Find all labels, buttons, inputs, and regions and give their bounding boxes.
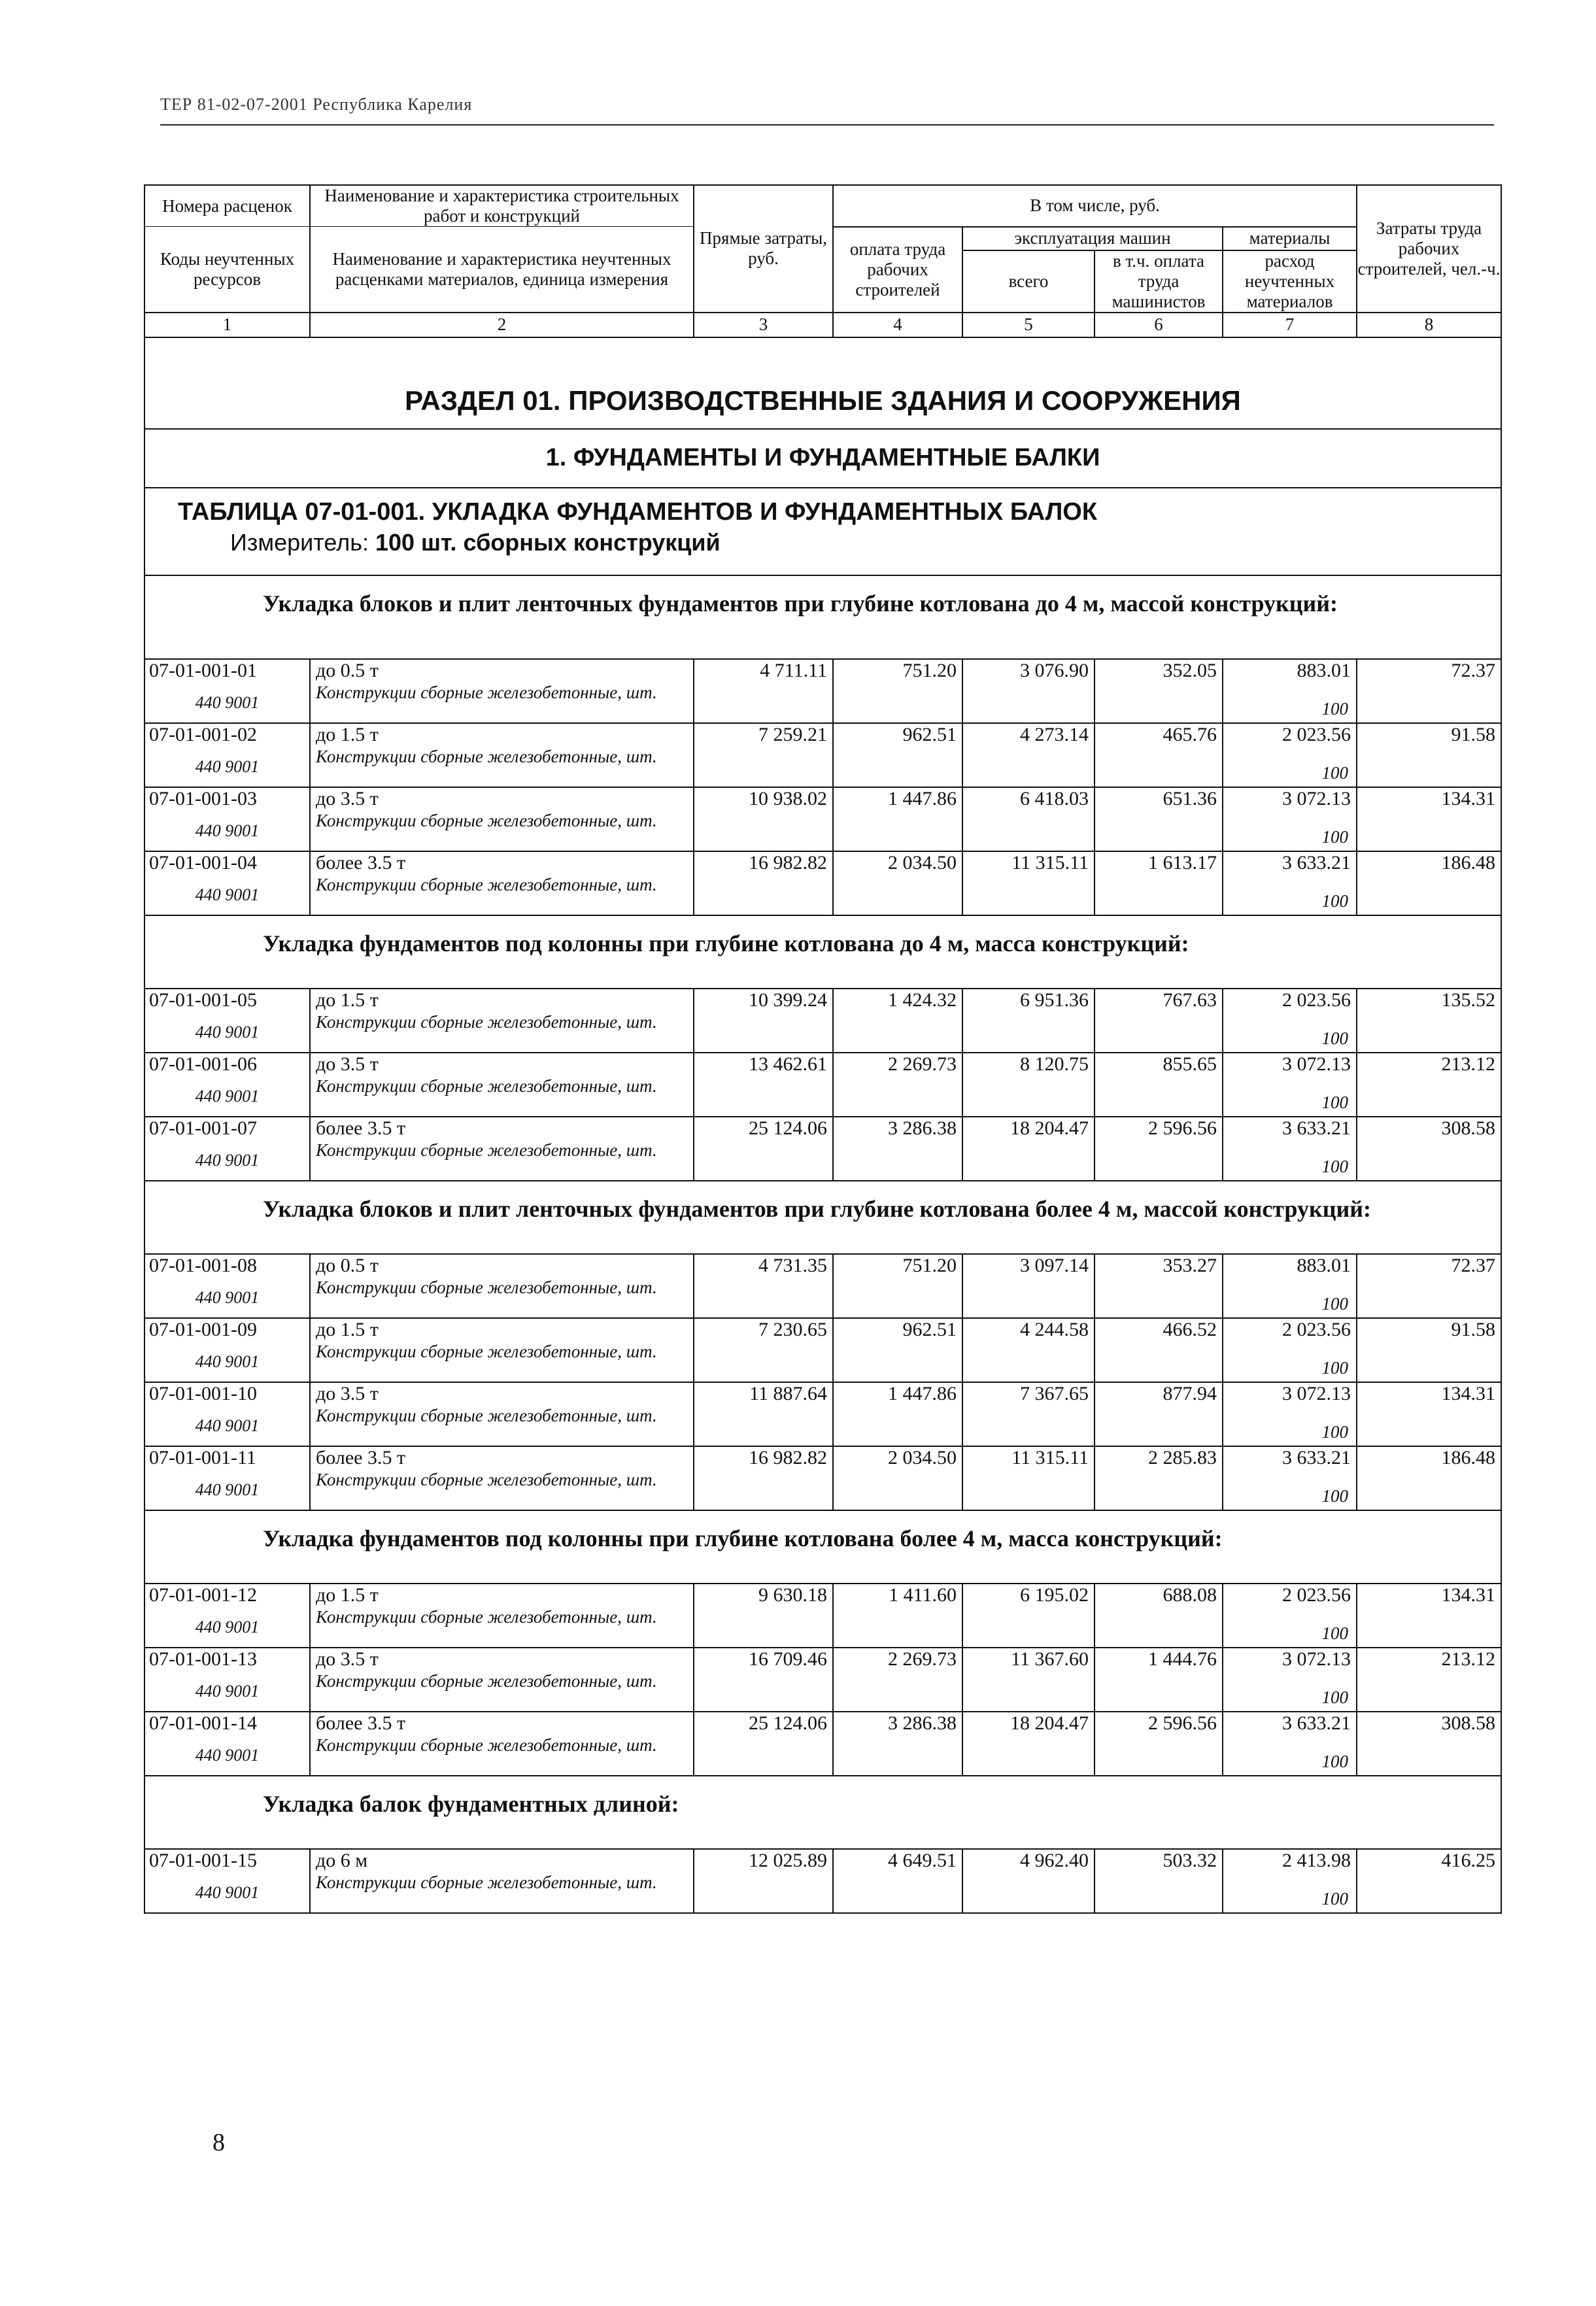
col2-header-b: Наименование и характеристика неучтенных расценками материалов, единица измерения — [310, 227, 694, 313]
material-name: Конструкции сборные железобетонные, шт. — [310, 811, 694, 851]
value-mach-labor: 503.32 — [1095, 1849, 1223, 1913]
rate-code: 07-01-001-09 — [144, 1318, 310, 1342]
material-quantity: 100 — [1321, 698, 1349, 719]
materials-cost: 3 072.13 — [1282, 1053, 1351, 1075]
material-name: Конструкции сборные железобетонные, шт. — [310, 1608, 694, 1648]
rate-code: 07-01-001-13 — [144, 1648, 310, 1672]
material-name: Конструкции сборные железобетонные, шт. — [310, 1470, 694, 1510]
value-direct: 11 887.64 — [694, 1382, 833, 1446]
col1-header-b: Коды неучтенных ресурсов — [144, 227, 310, 313]
col-number: 7 — [1223, 313, 1357, 337]
col8-header: Затраты труда рабочих строителей, чел.-ч. — [1357, 185, 1501, 313]
value-labor: 1 447.86 — [833, 787, 962, 851]
material-quantity: 100 — [1321, 890, 1349, 911]
materials-cost: 2 023.56 — [1282, 723, 1351, 745]
value-mach: 6 951.36 — [962, 989, 1095, 1053]
value-mach: 18 204.47 — [962, 1712, 1095, 1776]
materials-cost: 2 413.98 — [1282, 1849, 1351, 1871]
materials-cost: 3 072.13 — [1282, 1648, 1351, 1670]
resource-code: 440 9001 — [144, 1736, 310, 1776]
value-mach: 3 076.90 — [962, 659, 1095, 723]
value-mach-labor: 651.36 — [1095, 787, 1223, 851]
value-direct: 25 124.06 — [694, 1712, 833, 1776]
rate-code: 07-01-001-03 — [144, 787, 310, 811]
value-mach: 8 120.75 — [962, 1053, 1095, 1117]
material-quantity: 100 — [1321, 1028, 1349, 1048]
materials-cost: 3 072.13 — [1282, 1382, 1351, 1404]
work-name: более 3.5 т — [310, 851, 694, 875]
value-labor: 1 424.32 — [833, 989, 962, 1053]
value-mach: 4 962.40 — [962, 1849, 1095, 1913]
resource-code: 440 9001 — [144, 1278, 310, 1318]
page-number: 8 — [212, 2129, 225, 2156]
header-rule — [160, 124, 1494, 126]
value-mach-labor: 855.65 — [1095, 1053, 1223, 1117]
subsection-title: 1. ФУНДАМЕНТЫ И ФУНДАМЕНТНЫЕ БАЛКИ — [144, 429, 1501, 488]
table-row — [144, 1318, 1501, 1342]
materials-cost: 883.01 — [1297, 1254, 1351, 1276]
value-mach-labor: 1 613.17 — [1095, 851, 1223, 915]
value-hours: 91.58 — [1357, 723, 1501, 787]
table-row — [144, 1053, 1501, 1077]
section-title: РАЗДЕЛ 01. ПРОИЗВОДСТВЕННЫЕ ЗДАНИЯ И СООРУЖЕНИЯ — [144, 337, 1501, 429]
resource-code: 440 9001 — [144, 1608, 310, 1648]
material-quantity: 100 — [1321, 1357, 1349, 1378]
group-title: Укладка блоков и плит ленточных фундаментов при глубине котлована до 4 м, массой конструкций: — [144, 575, 1501, 659]
value-mach: 6 195.02 — [962, 1584, 1095, 1648]
value-mach-labor: 2 596.56 — [1095, 1712, 1223, 1776]
value-mach-labor: 877.94 — [1095, 1382, 1223, 1446]
work-name: до 6 м — [310, 1849, 694, 1873]
material-name: Конструкции сборные железобетонные, шт. — [310, 1278, 694, 1318]
work-name: более 3.5 т — [310, 1446, 694, 1470]
value-hours: 213.12 — [1357, 1053, 1501, 1117]
resource-code: 440 9001 — [144, 1141, 310, 1181]
machines-header: эксплуатация машин — [962, 227, 1223, 250]
value-mach-labor: 352.05 — [1095, 659, 1223, 723]
table-row — [144, 851, 1501, 875]
value-direct: 7 230.65 — [694, 1318, 833, 1382]
value-mach-labor: 688.08 — [1095, 1584, 1223, 1648]
value-direct: 12 025.89 — [694, 1849, 833, 1913]
value-labor: 962.51 — [833, 723, 962, 787]
value-direct: 10 938.02 — [694, 787, 833, 851]
value-mach-labor: 466.52 — [1095, 1318, 1223, 1382]
value-mach-labor: 767.63 — [1095, 989, 1223, 1053]
value-mach: 3 097.14 — [962, 1254, 1095, 1318]
rate-code: 07-01-001-08 — [144, 1254, 310, 1278]
work-name: до 0.5 т — [310, 1254, 694, 1278]
value-materials — [1223, 1382, 1357, 1446]
value-mach: 11 315.11 — [962, 851, 1095, 915]
value-materials — [1223, 1446, 1357, 1510]
rate-code: 07-01-001-06 — [144, 1053, 310, 1077]
material-quantity: 100 — [1321, 762, 1349, 783]
value-mach-labor: 2 596.56 — [1095, 1117, 1223, 1181]
value-labor: 3 286.38 — [833, 1712, 962, 1776]
column-numbers-row — [144, 313, 1501, 337]
value-direct: 16 709.46 — [694, 1648, 833, 1712]
value-direct: 10 399.24 — [694, 989, 833, 1053]
materials-cost: 2 023.56 — [1282, 1584, 1351, 1606]
value-materials — [1223, 989, 1357, 1053]
work-name: до 3.5 т — [310, 1382, 694, 1406]
work-name: до 3.5 т — [310, 1053, 694, 1077]
value-labor: 1 411.60 — [833, 1584, 962, 1648]
table-unit-label: Измеритель: — [230, 528, 369, 556]
material-quantity: 100 — [1321, 1485, 1349, 1506]
col3-header: Прямые затраты, руб. — [694, 185, 833, 313]
work-name: более 3.5 т — [310, 1117, 694, 1141]
document-header: ТЕР 81-02-07-2001 Республика Карелия — [160, 95, 473, 114]
table-body — [144, 337, 1501, 1913]
col-number: 5 — [962, 313, 1095, 337]
materials-cost: 3 072.13 — [1282, 787, 1351, 809]
work-name: до 0.5 т — [310, 659, 694, 683]
value-hours: 186.48 — [1357, 1446, 1501, 1510]
value-labor: 962.51 — [833, 1318, 962, 1382]
table-row — [144, 1584, 1501, 1608]
table-row — [144, 659, 1501, 683]
col6-header: в т.ч. оплата труда машинистов — [1095, 250, 1223, 313]
material-quantity: 100 — [1321, 1623, 1349, 1643]
value-labor: 751.20 — [833, 659, 962, 723]
value-hours: 134.31 — [1357, 1584, 1501, 1648]
materials-cost: 3 633.21 — [1282, 1117, 1351, 1139]
value-materials — [1223, 1648, 1357, 1712]
col4-header: оплата труда рабочих строителей — [833, 227, 962, 313]
resource-code: 440 9001 — [144, 875, 310, 915]
value-labor: 1 447.86 — [833, 1382, 962, 1446]
value-mach: 11 315.11 — [962, 1446, 1095, 1510]
work-name: до 1.5 т — [310, 723, 694, 747]
resource-code: 440 9001 — [144, 747, 310, 787]
table-row — [144, 1849, 1501, 1873]
value-labor: 751.20 — [833, 1254, 962, 1318]
work-name: до 1.5 т — [310, 1318, 694, 1342]
material-name: Конструкции сборные железобетонные, шт. — [310, 747, 694, 787]
table-row — [144, 1382, 1501, 1406]
col-number: 8 — [1357, 313, 1501, 337]
resource-code: 440 9001 — [144, 1013, 310, 1053]
material-quantity: 100 — [1321, 1888, 1349, 1908]
value-direct: 16 982.82 — [694, 851, 833, 915]
value-labor: 2 034.50 — [833, 851, 962, 915]
value-hours: 72.37 — [1357, 1254, 1501, 1318]
rate-code: 07-01-001-04 — [144, 851, 310, 875]
value-materials — [1223, 1254, 1357, 1318]
rate-code: 07-01-001-12 — [144, 1584, 310, 1608]
material-quantity: 100 — [1321, 1092, 1349, 1112]
material-name: Конструкции сборные железобетонные, шт. — [310, 1342, 694, 1382]
col-number: 4 — [833, 313, 962, 337]
value-direct: 9 630.18 — [694, 1584, 833, 1648]
value-direct: 7 259.21 — [694, 723, 833, 787]
table-row — [144, 1117, 1501, 1141]
material-quantity: 100 — [1321, 1156, 1349, 1176]
value-mach-labor: 2 285.83 — [1095, 1446, 1223, 1510]
resource-code: 440 9001 — [144, 1342, 310, 1382]
value-mach: 4 273.14 — [962, 723, 1095, 787]
value-labor: 2 034.50 — [833, 1446, 962, 1510]
material-name: Конструкции сборные железобетонные, шт. — [310, 1077, 694, 1117]
value-mach: 4 244.58 — [962, 1318, 1095, 1382]
group-title: Укладка блоков и плит ленточных фундаментов при глубине котлована более 4 м, массой конструкций: — [144, 1181, 1501, 1254]
table-row — [144, 1712, 1501, 1736]
work-name: до 1.5 т — [310, 989, 694, 1013]
materials-cost: 2 023.56 — [1282, 989, 1351, 1011]
value-direct: 16 982.82 — [694, 1446, 833, 1510]
resource-code: 440 9001 — [144, 1077, 310, 1117]
value-mach-labor: 353.27 — [1095, 1254, 1223, 1318]
table-row — [144, 723, 1501, 747]
group-title: Укладка фундаментов под колонны при глубине котлована до 4 м, масса конструкций: — [144, 915, 1501, 989]
value-mach: 11 367.60 — [962, 1648, 1095, 1712]
rate-code: 07-01-001-05 — [144, 989, 310, 1013]
value-materials — [1223, 723, 1357, 787]
rate-code: 07-01-001-15 — [144, 1849, 310, 1873]
material-name: Конструкции сборные железобетонные, шт. — [310, 1406, 694, 1446]
table-row — [144, 989, 1501, 1013]
material-name: Конструкции сборные железобетонные, шт. — [310, 875, 694, 915]
value-hours: 72.37 — [1357, 659, 1501, 723]
value-materials — [1223, 1584, 1357, 1648]
material-quantity: 100 — [1321, 1687, 1349, 1707]
material-quantity: 100 — [1321, 1293, 1349, 1314]
value-materials — [1223, 787, 1357, 851]
materials-cost: 3 633.21 — [1282, 851, 1351, 873]
material-quantity: 100 — [1321, 1421, 1349, 1442]
rate-code: 07-01-001-14 — [144, 1712, 310, 1736]
col5-header: всего — [962, 250, 1095, 313]
table-title-block — [144, 488, 1501, 575]
table-header — [144, 185, 1501, 337]
rate-code: 07-01-001-02 — [144, 723, 310, 747]
value-direct: 4 711.11 — [694, 659, 833, 723]
value-labor: 2 269.73 — [833, 1648, 962, 1712]
value-direct: 13 462.61 — [694, 1053, 833, 1117]
rate-code: 07-01-001-11 — [144, 1446, 310, 1470]
value-materials — [1223, 851, 1357, 915]
table-unit — [178, 528, 1501, 558]
materials-cost: 3 633.21 — [1282, 1446, 1351, 1468]
resource-code: 440 9001 — [144, 1873, 310, 1913]
resource-code: 440 9001 — [144, 1672, 310, 1712]
value-materials — [1223, 1849, 1357, 1913]
table-row — [144, 787, 1501, 811]
material-name: Конструкции сборные железобетонные, шт. — [310, 1672, 694, 1712]
materials-header: материалы — [1223, 227, 1357, 250]
resource-code: 440 9001 — [144, 683, 310, 723]
value-direct: 25 124.06 — [694, 1117, 833, 1181]
value-labor: 2 269.73 — [833, 1053, 962, 1117]
rate-code: 07-01-001-10 — [144, 1382, 310, 1406]
materials-cost: 883.01 — [1297, 659, 1351, 681]
value-hours: 91.58 — [1357, 1318, 1501, 1382]
col-number: 2 — [310, 313, 694, 337]
table-row — [144, 1446, 1501, 1470]
resource-code: 440 9001 — [144, 1470, 310, 1510]
group-title: Укладка балок фундаментных длиной: — [144, 1776, 1501, 1849]
col-number: 6 — [1095, 313, 1223, 337]
group-title: Укладка фундаментов под колонны при глубине котлована более 4 м, масса конструкций: — [144, 1510, 1501, 1584]
col1-header-a: Номера расценок — [144, 185, 310, 227]
rate-code: 07-01-001-07 — [144, 1117, 310, 1141]
work-name: до 3.5 т — [310, 787, 694, 811]
value-mach-labor: 1 444.76 — [1095, 1648, 1223, 1712]
value-materials — [1223, 659, 1357, 723]
col7-header: расход неучтенных материалов — [1223, 250, 1357, 313]
materials-cost: 2 023.56 — [1282, 1318, 1351, 1340]
col-number: 3 — [694, 313, 833, 337]
value-mach-labor: 465.76 — [1095, 723, 1223, 787]
material-name: Конструкции сборные железобетонные, шт. — [310, 1873, 694, 1913]
value-hours: 134.31 — [1357, 787, 1501, 851]
value-materials — [1223, 1117, 1357, 1181]
table-title: ТАБЛИЦА 07-01-001. УКЛАДКА ФУНДАМЕНТОВ И ФУНДАМЕНТНЫХ БАЛОК — [178, 498, 1098, 526]
value-mach: 6 418.03 — [962, 787, 1095, 851]
value-materials — [1223, 1318, 1357, 1382]
value-direct: 4 731.35 — [694, 1254, 833, 1318]
resource-code: 440 9001 — [144, 1406, 310, 1446]
materials-cost: 3 633.21 — [1282, 1712, 1351, 1734]
rates-table — [144, 184, 1502, 1914]
work-name: до 3.5 т — [310, 1648, 694, 1672]
in-total-header: В том числе, руб. — [833, 185, 1357, 227]
value-hours: 308.58 — [1357, 1712, 1501, 1776]
value-hours: 213.12 — [1357, 1648, 1501, 1712]
material-name: Конструкции сборные железобетонные, шт. — [310, 1013, 694, 1053]
value-hours: 135.52 — [1357, 989, 1501, 1053]
value-mach: 7 367.65 — [962, 1382, 1095, 1446]
work-name: более 3.5 т — [310, 1712, 694, 1736]
rate-code: 07-01-001-01 — [144, 659, 310, 683]
material-quantity: 100 — [1321, 826, 1349, 847]
value-mach: 18 204.47 — [962, 1117, 1095, 1181]
table-unit-value: 100 шт. сборных конструкций — [375, 528, 721, 556]
value-labor: 4 649.51 — [833, 1849, 962, 1913]
col2-header-a: Наименование и характеристика строительных работ и конструкций — [310, 185, 694, 227]
material-name: Конструкции сборные железобетонные, шт. — [310, 1141, 694, 1181]
value-hours: 308.58 — [1357, 1117, 1501, 1181]
value-hours: 186.48 — [1357, 851, 1501, 915]
material-name: Конструкции сборные железобетонные, шт. — [310, 683, 694, 723]
value-hours: 134.31 — [1357, 1382, 1501, 1446]
value-labor: 3 286.38 — [833, 1117, 962, 1181]
value-materials — [1223, 1053, 1357, 1117]
value-materials — [1223, 1712, 1357, 1776]
value-hours: 416.25 — [1357, 1849, 1501, 1913]
table-row — [144, 1254, 1501, 1278]
table-row — [144, 1648, 1501, 1672]
material-quantity: 100 — [1321, 1751, 1349, 1771]
col-number: 1 — [144, 313, 310, 337]
resource-code: 440 9001 — [144, 811, 310, 851]
work-name: до 1.5 т — [310, 1584, 694, 1608]
material-name: Конструкции сборные железобетонные, шт. — [310, 1736, 694, 1776]
